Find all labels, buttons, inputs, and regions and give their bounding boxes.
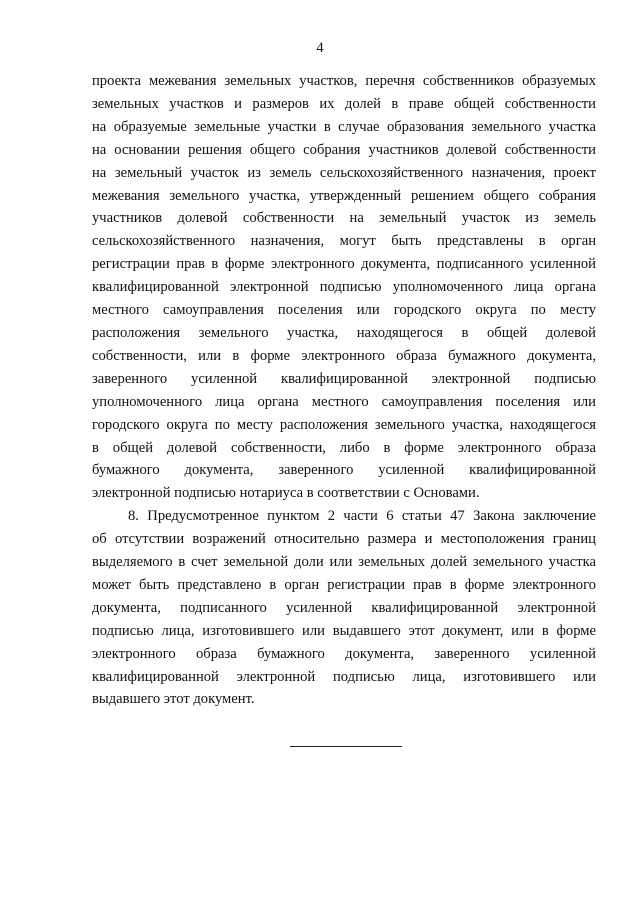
text-line: бумажного документа, заверенного усиленной квалифицированной [92, 462, 596, 479]
text-line: сельскохозяйственного назначения, могут быть представлены в орган [92, 233, 596, 250]
text-line: об отсутствии возражений относительно размера и местоположения границ [92, 531, 596, 548]
text-line: квалифицированной электронной подписью лица, изготовившего или [92, 668, 596, 685]
text-line: квалифицированной электронной подписью уполномоченного лица органа [92, 279, 596, 296]
text-line: электронного образа бумажного документа, заверенного усиленной [92, 645, 596, 662]
text-line: расположения земельного участка, находящегося в общей долевой [92, 324, 596, 341]
text-line: на основании решения общего собрания участников долевой собственности [92, 141, 596, 158]
text-line: в общей долевой собственности, либо в форме электронного образа [92, 439, 596, 456]
text-line: подписью лица, изготовившего или выдавшего этот документ, или в форме [92, 622, 596, 639]
text-line: собственности, или в форме электронного образа бумажного документа, [92, 347, 596, 364]
text-line: выдавшего этот документ. [92, 691, 255, 708]
text-line: заверенного усиленной квалифицированной электронной подписью [92, 370, 596, 387]
text-line: межевания земельного участка, утвержденный решением общего собрания [92, 187, 596, 204]
text-line: на образуемые земельные участки в случае образования земельного участка [92, 118, 596, 135]
text-line: электронной подписью нотариуса в соответствии с Основами. [92, 485, 480, 502]
text-line: участников долевой собственности на земельный участок из земель [92, 210, 596, 227]
text-line: на земельный участок из земель сельскохозяйственного назначения, проект [92, 164, 596, 181]
text-line: проекта межевания земельных участков, перечня собственников образуемых [92, 73, 596, 89]
text-line: регистрации прав в форме электронного документа, подписанного усиленной [92, 256, 596, 273]
text-line: 8. Предусмотренное пунктом 2 части 6 статьи 47 Закона заключение [128, 508, 596, 525]
text-line: городского округа по месту расположения земельного участка, находящегося [92, 416, 596, 433]
text-line: документа, подписанного усиленной квалифицированной электронной [92, 599, 596, 616]
text-line: местного самоуправления поселения или городского округа по месту [92, 302, 596, 319]
paragraph-continuation [92, 70, 596, 505]
document-body [92, 70, 596, 711]
text-line: земельных участков и размеров их долей в праве общей собственности [92, 95, 596, 112]
text-line: может быть представлено в орган регистрации прав в форме электронного [92, 576, 596, 593]
text-line: выделяемого в счет земельной доли или земельных долей земельного участка [92, 554, 596, 571]
paragraph-item-8 [92, 505, 596, 711]
text-line: уполномоченного лица органа местного самоуправления поселения или [92, 393, 596, 410]
end-divider-line [290, 746, 402, 747]
page-number: 4 [316, 40, 324, 56]
